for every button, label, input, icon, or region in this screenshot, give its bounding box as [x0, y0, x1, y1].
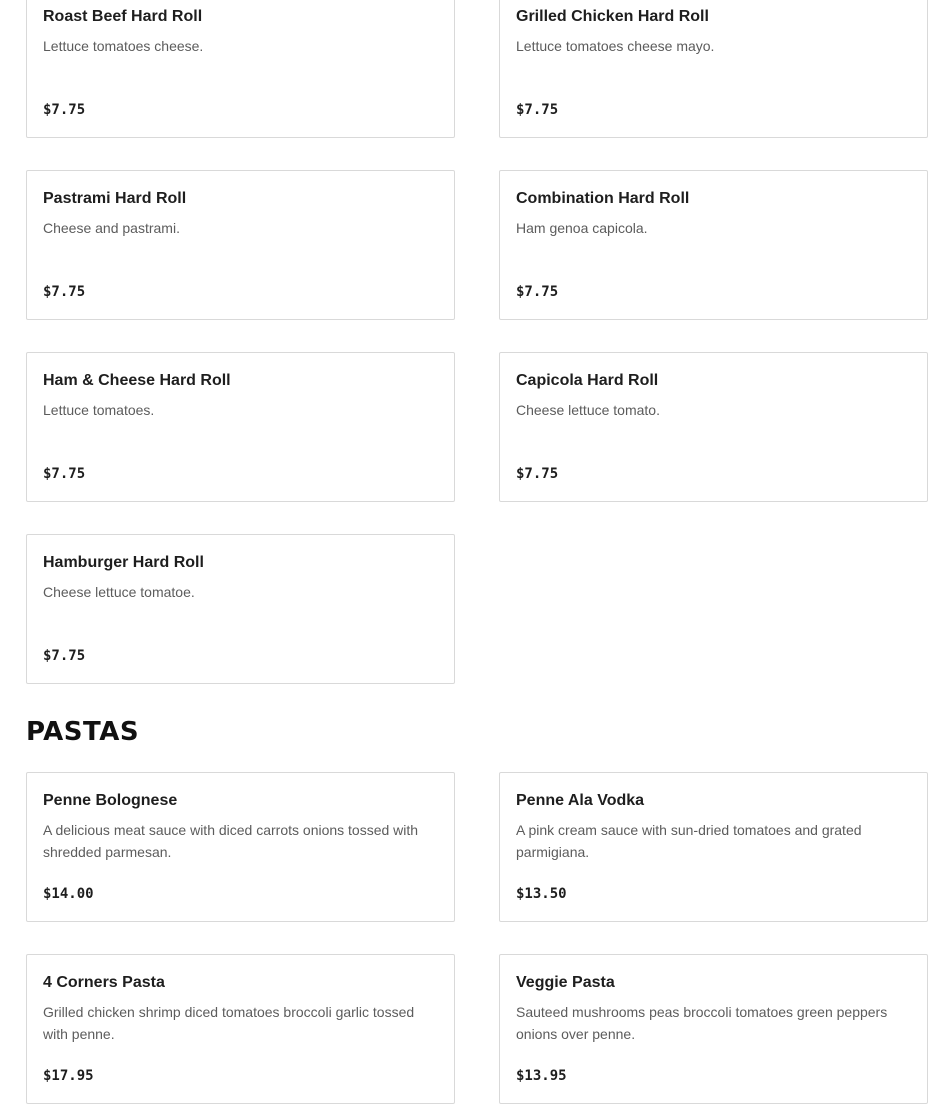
- menu-item-name: Roast Beef Hard Roll: [43, 8, 203, 25]
- menu-item-name: Pastrami Hard Roll: [43, 190, 187, 207]
- menu-item-description: Ham genoa capicola.: [516, 220, 648, 236]
- menu-item-description: Cheese lettuce tomato.: [516, 402, 660, 418]
- menu-item-name: Penne Ala Vodka: [516, 792, 645, 809]
- menu-item-description: Grilled chicken shrimp diced tomatoes broccoli garlic tossed with penne.: [43, 1004, 415, 1042]
- menu-item-price: $7.75: [516, 102, 559, 118]
- menu-item-price: $7.75: [43, 466, 86, 482]
- menu-item-name: Grilled Chicken Hard Roll: [516, 8, 709, 25]
- menu-item-card[interactable]: [26, 534, 455, 684]
- menu-item-price: $13.50: [516, 886, 567, 902]
- menu-item-name: 4 Corners Pasta: [43, 974, 165, 991]
- menu-item-price: $7.75: [516, 466, 559, 482]
- menu-item-card[interactable]: [499, 954, 928, 1104]
- menu-item-description: Cheese and pastrami.: [43, 220, 180, 236]
- menu-item-card[interactable]: [26, 352, 455, 502]
- menu-item-description: Lettuce tomatoes cheese.: [43, 38, 204, 54]
- menu-item-name: Veggie Pasta: [516, 974, 615, 991]
- menu-item-description: Sauteed mushrooms peas broccoli tomatoes green peppers onions over penne.: [516, 1004, 888, 1042]
- menu-item-card[interactable]: [499, 0, 928, 138]
- menu-item-card[interactable]: [26, 170, 455, 320]
- menu-item-card[interactable]: [26, 954, 455, 1104]
- menu-item-name: Hamburger Hard Roll: [43, 554, 204, 571]
- menu-item-price: $7.75: [43, 284, 86, 300]
- menu-item-price: $17.95: [43, 1068, 94, 1084]
- menu-item-price: $7.75: [43, 648, 86, 664]
- menu-item-price: $7.75: [516, 284, 559, 300]
- menu-item-description: Cheese lettuce tomatoe.: [43, 584, 195, 600]
- menu-item-name: Combination Hard Roll: [516, 190, 690, 207]
- menu-item-name: Ham & Cheese Hard Roll: [43, 372, 231, 389]
- menu-item-description: A pink cream sauce with sun-dried tomatoes and grated parmigiana.: [516, 822, 862, 860]
- menu-item-card[interactable]: [26, 772, 455, 922]
- menu-item-description: A delicious meat sauce with diced carrots onions tossed with shredded parmesan.: [43, 822, 419, 860]
- section-title-pastas: PASTAS: [26, 717, 140, 747]
- menu-item-price: $13.95: [516, 1068, 567, 1084]
- menu-item-description: Lettuce tomatoes.: [43, 402, 155, 418]
- menu-item-card[interactable]: [26, 0, 455, 138]
- menu-item-name: Capicola Hard Roll: [516, 372, 659, 389]
- menu-item-name: Penne Bolognese: [43, 792, 178, 809]
- menu-item-description: Lettuce tomatoes cheese mayo.: [516, 38, 715, 54]
- menu-item-price: $14.00: [43, 886, 94, 902]
- menu-item-card[interactable]: [499, 170, 928, 320]
- menu-item-card[interactable]: [499, 352, 928, 502]
- menu-item-card[interactable]: [499, 772, 928, 922]
- menu-item-price: $7.75: [43, 102, 86, 118]
